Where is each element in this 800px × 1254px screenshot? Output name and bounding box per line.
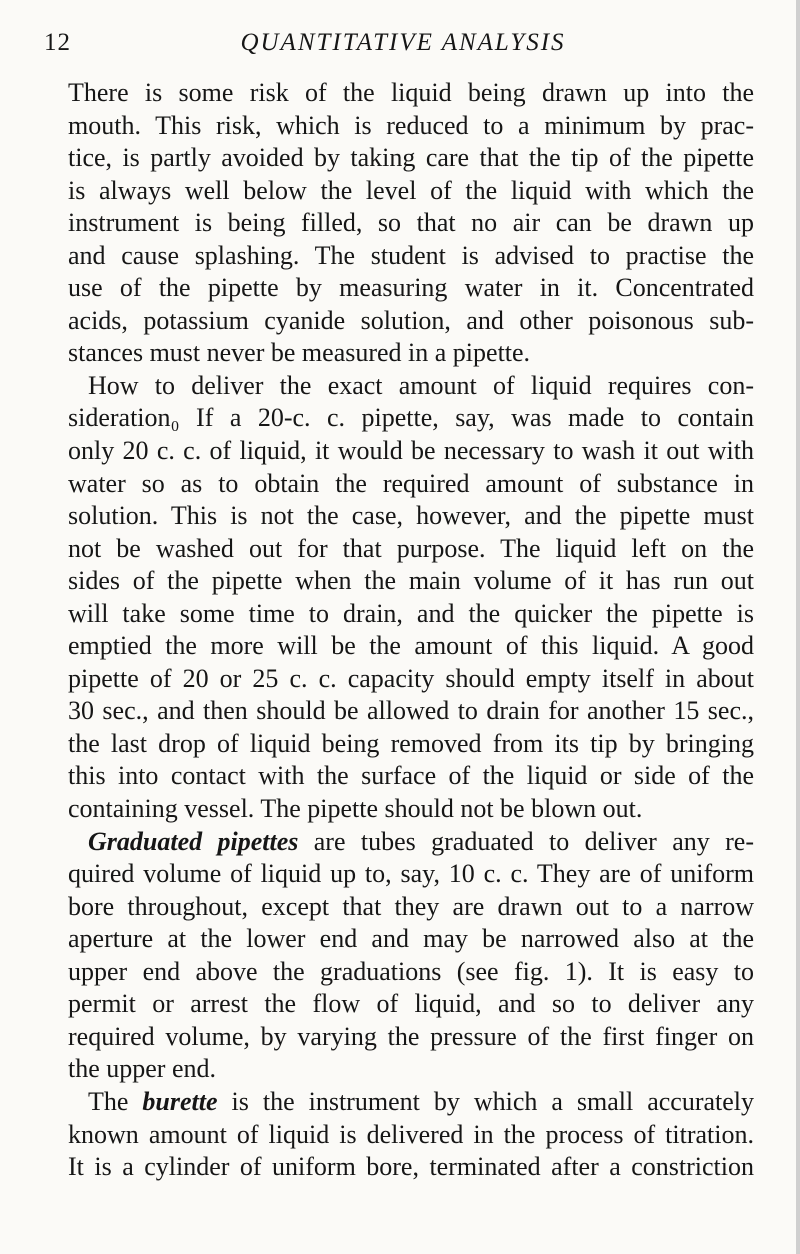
text-line: It is a cylinder of uniform bore, terminated after a constriction bbox=[68, 1152, 754, 1182]
text-line: sides of the pipette when the main volume of it has run out bbox=[68, 566, 754, 596]
text-run: is the instrument by which a small accurately bbox=[217, 1086, 755, 1116]
text-line: containing vessel. The pipette should not be blown out. bbox=[68, 794, 643, 824]
page-number: 12 bbox=[44, 29, 71, 56]
text-line: instrument is being filled, so that no air can be drawn up bbox=[68, 208, 754, 238]
text-line: the upper end. bbox=[68, 1054, 217, 1084]
text-line: required volume, by varying the pressure of the first finger on bbox=[68, 1021, 754, 1051]
text-line: water so as to obtain the required amount of substance in bbox=[68, 468, 754, 498]
italic-term: burette bbox=[142, 1086, 218, 1116]
text-run: The bbox=[88, 1086, 143, 1116]
page-edge-shadow bbox=[796, 0, 800, 1254]
text-line: not be washed out for that purpose. The liquid left on the bbox=[68, 533, 754, 563]
text-line: sideration₀ If a 20-c. c. pipette, say, was made to contain bbox=[68, 403, 754, 433]
body-text bbox=[68, 77, 754, 1184]
text-line: only 20 c. c. of liquid, it would be necessary to wash it out with bbox=[68, 436, 754, 466]
text-line: How to deliver the exact amount of liquid requires con- bbox=[88, 370, 754, 400]
text-line: permit or arrest the flow of liquid, and so to deliver any bbox=[68, 989, 754, 1019]
text-line: use of the pipette by measuring water in it. Concentrated bbox=[68, 273, 754, 303]
text-line bbox=[68, 826, 754, 859]
text-line: bore throughout, except that they are drawn out to a narrow bbox=[68, 891, 754, 921]
running-head: QUANTITATIVE ANALYSIS bbox=[240, 29, 566, 56]
text-line: pipette of 20 or 25 c. c. capacity should empty itself in about bbox=[68, 663, 754, 693]
text-line: emptied the more will be the amount of this liquid. A good bbox=[68, 631, 754, 661]
text-run: are tubes graduated to deliver any re- bbox=[298, 826, 754, 856]
text-line: quired volume of liquid up to, say, 10 c. c. They are of uniform bbox=[68, 859, 754, 889]
text-line: mouth. This risk, which is reduced to a minimum by prac- bbox=[68, 110, 754, 140]
text-line: tice, is partly avoided by taking care that the tip of the pipette bbox=[68, 143, 754, 173]
text-line: stances must never be measured in a pipette. bbox=[68, 338, 531, 368]
text-line: is always well below the level of the liquid with which the bbox=[68, 175, 754, 205]
text-line: 30 sec., and then should be allowed to drain for another 15 sec., bbox=[68, 696, 754, 726]
text-line: and cause splashing. The student is advised to practise the bbox=[68, 240, 754, 270]
text-line: will take some time to drain, and the quicker the pipette is bbox=[68, 598, 754, 628]
page-header bbox=[44, 29, 762, 63]
text-line: this into contact with the surface of the liquid or side of the bbox=[68, 761, 754, 791]
text-line bbox=[68, 1086, 754, 1119]
text-line: solution. This is not the case, however, and the pipette must bbox=[68, 501, 754, 531]
text-line: There is some risk of the liquid being drawn up into the bbox=[68, 78, 754, 107]
text-line: upper end above the graduations (see fig. 1). It is easy to bbox=[68, 956, 754, 986]
text-line: the last drop of liquid being removed from its tip by bringing bbox=[68, 728, 754, 758]
text-line: aperture at the lower end and may be narrowed also at the bbox=[68, 924, 754, 954]
text-line: known amount of liquid is delivered in the process of titration. bbox=[68, 1119, 754, 1149]
italic-term: Graduated pipettes bbox=[88, 826, 299, 856]
text-line: acids, potassium cyanide solution, and other poisonous sub- bbox=[68, 305, 754, 335]
